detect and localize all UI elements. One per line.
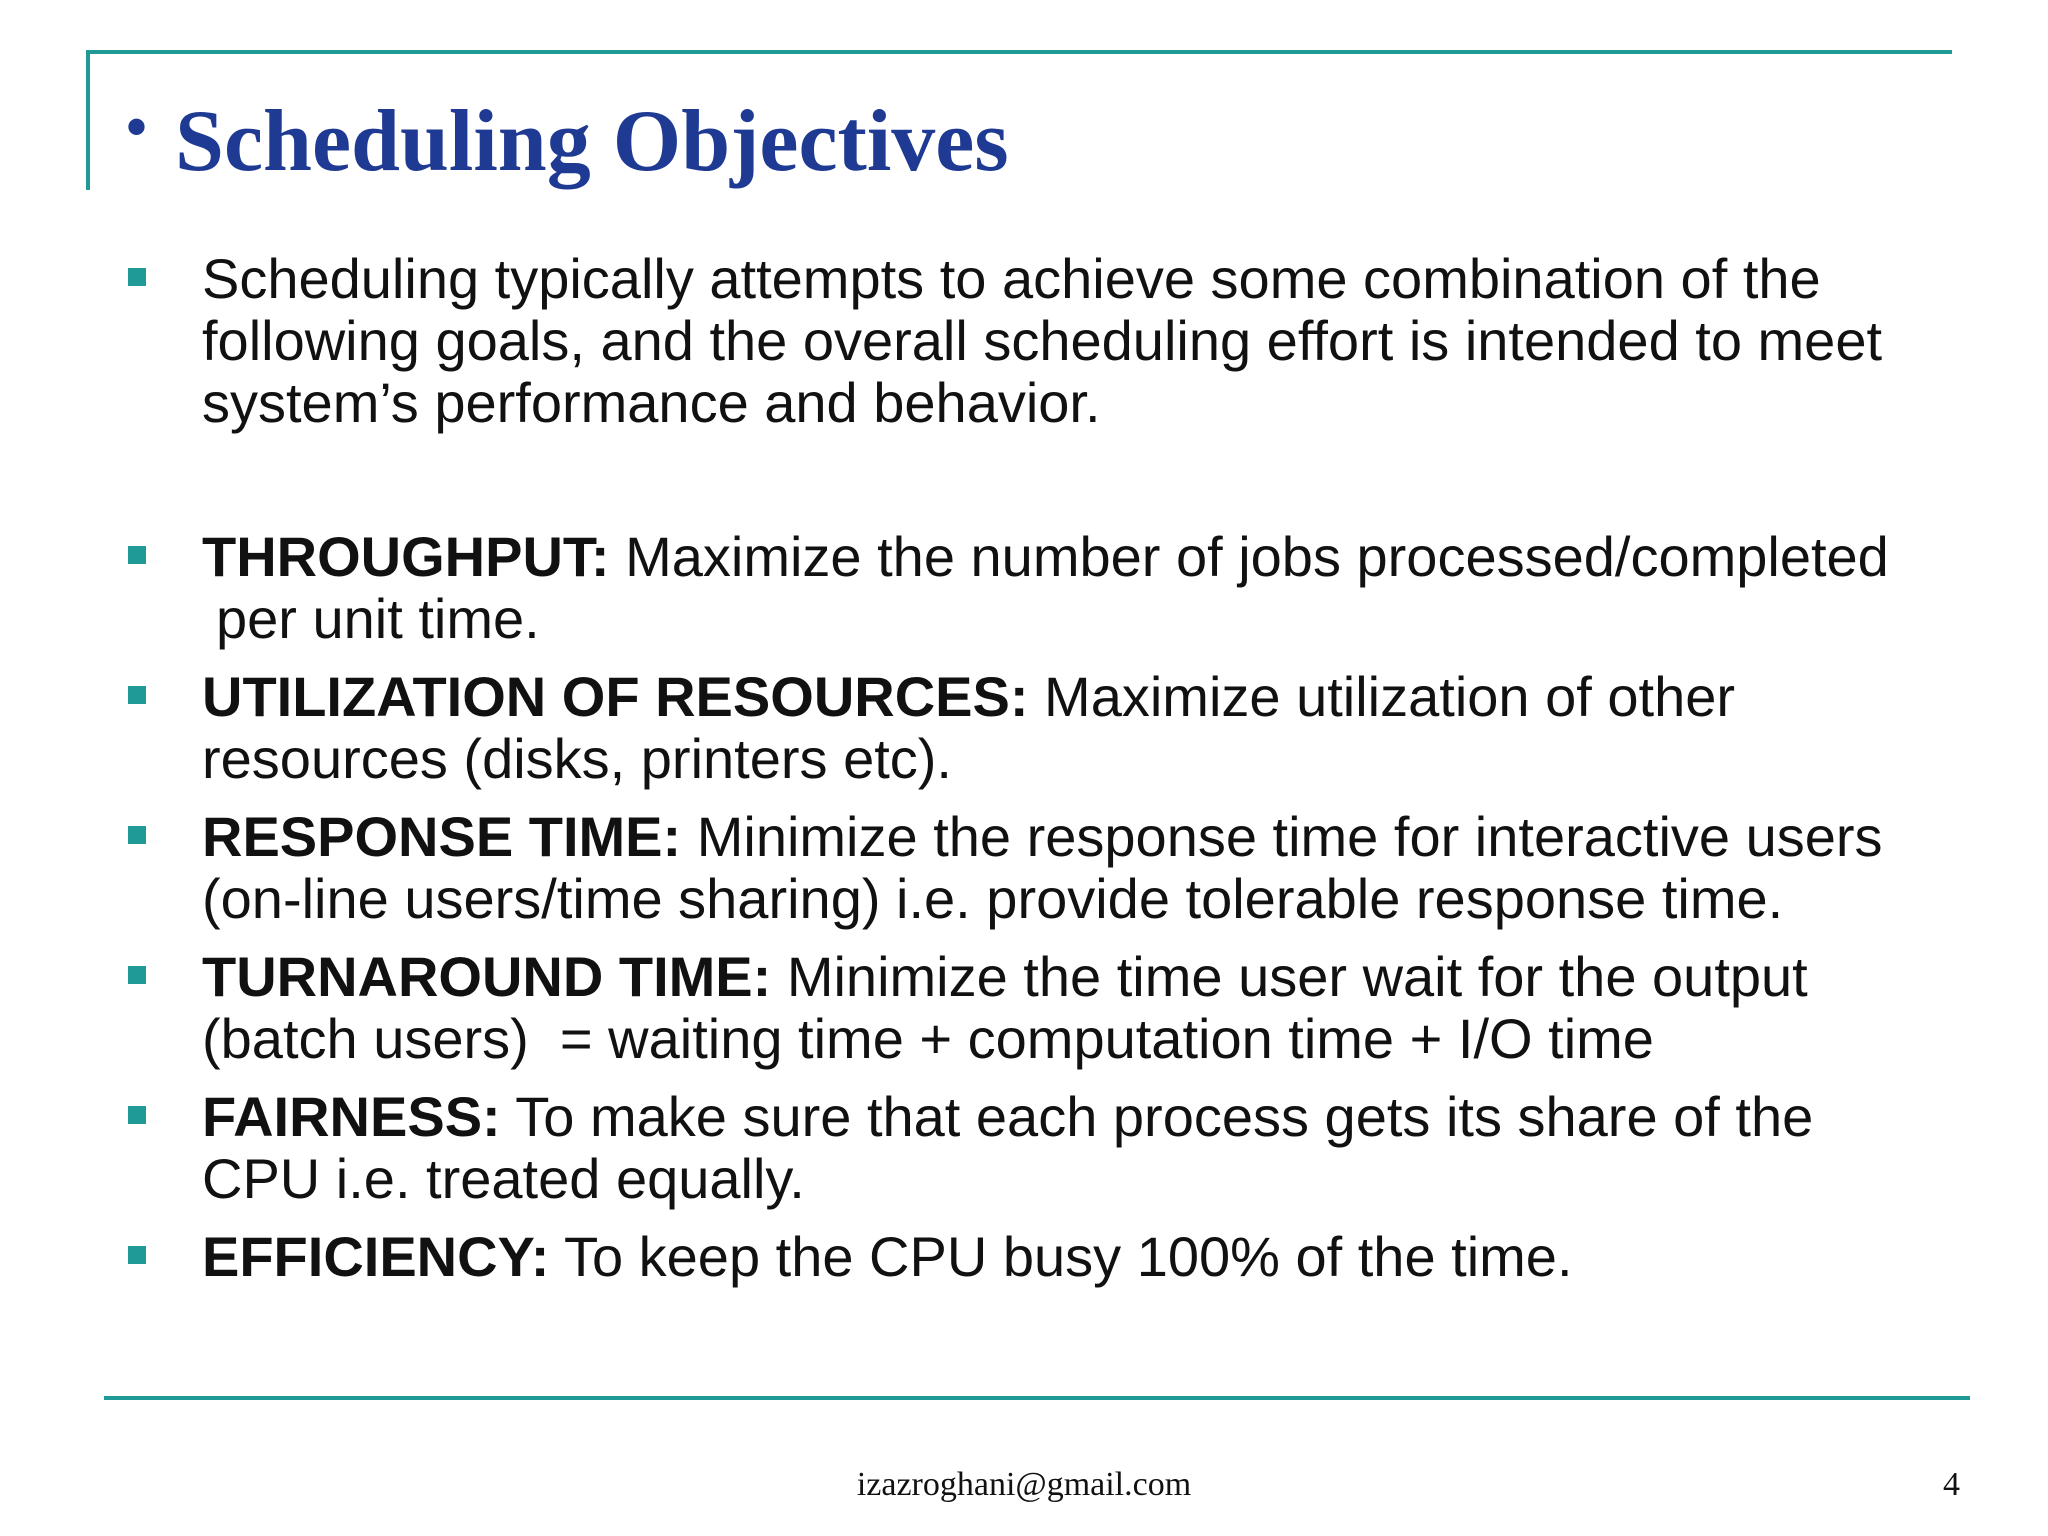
throughput-line-1 [202, 526, 1962, 588]
square-bullet-icon [128, 546, 146, 564]
footer-email: izazroghani@gmail.com [856, 1466, 1192, 1503]
list-item-efficiency [122, 1226, 1962, 1288]
fairness-text-1: To make sure that each process gets its share of the [500, 1085, 1814, 1148]
list-item-fairness [122, 1086, 1962, 1210]
list-item-throughput [122, 526, 1962, 650]
utilization-line-2: resources (disks, printers etc). [202, 727, 952, 790]
square-bullet-icon [128, 966, 146, 984]
turnaround-line-1 [202, 946, 1962, 1008]
slide-title [126, 86, 1009, 196]
list-item-intro [122, 248, 1962, 434]
utilization-line-1 [202, 666, 1962, 728]
fairness-term: FAIRNESS: [202, 1085, 501, 1148]
title-bullet: • [126, 93, 148, 160]
throughput-line-2: per unit time. [216, 587, 540, 650]
efficiency-term: EFFICIENCY: [202, 1225, 550, 1288]
turnaround-line-2: (batch users) = waiting time + computation time + I/O time [202, 1007, 1654, 1070]
top-frame-line [86, 50, 1952, 54]
utilization-term: UTILIZATION OF RESOURCES: [202, 665, 1029, 728]
square-bullet-icon [128, 1106, 146, 1124]
response-text-1: Minimize the response time for interactive users [681, 805, 1883, 868]
intro-line-3: system’s performance and behavior. [202, 371, 1101, 434]
utilization-text-1: Maximize utilization of other [1028, 665, 1736, 728]
fairness-line-2: CPU i.e. treated equally. [202, 1147, 805, 1210]
intro-line-1: Scheduling typically attempts to achieve some combination of the [202, 247, 1821, 310]
response-term: RESPONSE TIME: [202, 805, 682, 868]
square-bullet-icon [128, 686, 146, 704]
bottom-frame-line [104, 1396, 1970, 1400]
throughput-text-1: Maximize the number of jobs processed/completed [609, 525, 1889, 588]
intro-line-2: following goals, and the overall scheduling effort is intended to meet [202, 309, 1883, 372]
list-item-utilization [122, 666, 1962, 790]
page-number: 4 [1943, 1466, 1960, 1503]
left-frame-line [86, 50, 90, 190]
efficiency-line-1 [202, 1226, 1962, 1288]
list-item-turnaround-time [122, 946, 1962, 1070]
fairness-line-1 [202, 1086, 1962, 1148]
response-line-1 [202, 806, 1962, 868]
square-bullet-icon [128, 268, 146, 286]
list-item-response-time [122, 806, 1962, 930]
turnaround-term: TURNAROUND TIME: [202, 945, 772, 1008]
square-bullet-icon [128, 1246, 146, 1264]
throughput-term: THROUGHPUT: [202, 525, 610, 588]
slide-title-text: Scheduling Objectives [175, 92, 1009, 190]
response-line-2: (on-line users/time sharing) i.e. provide tolerable response time. [202, 867, 1784, 930]
turnaround-text-1: Minimize the time user wait for the output [771, 945, 1808, 1008]
efficiency-text-1: To keep the CPU busy 100% of the time. [549, 1225, 1573, 1288]
objectives-list [122, 248, 1962, 1304]
square-bullet-icon [128, 826, 146, 844]
